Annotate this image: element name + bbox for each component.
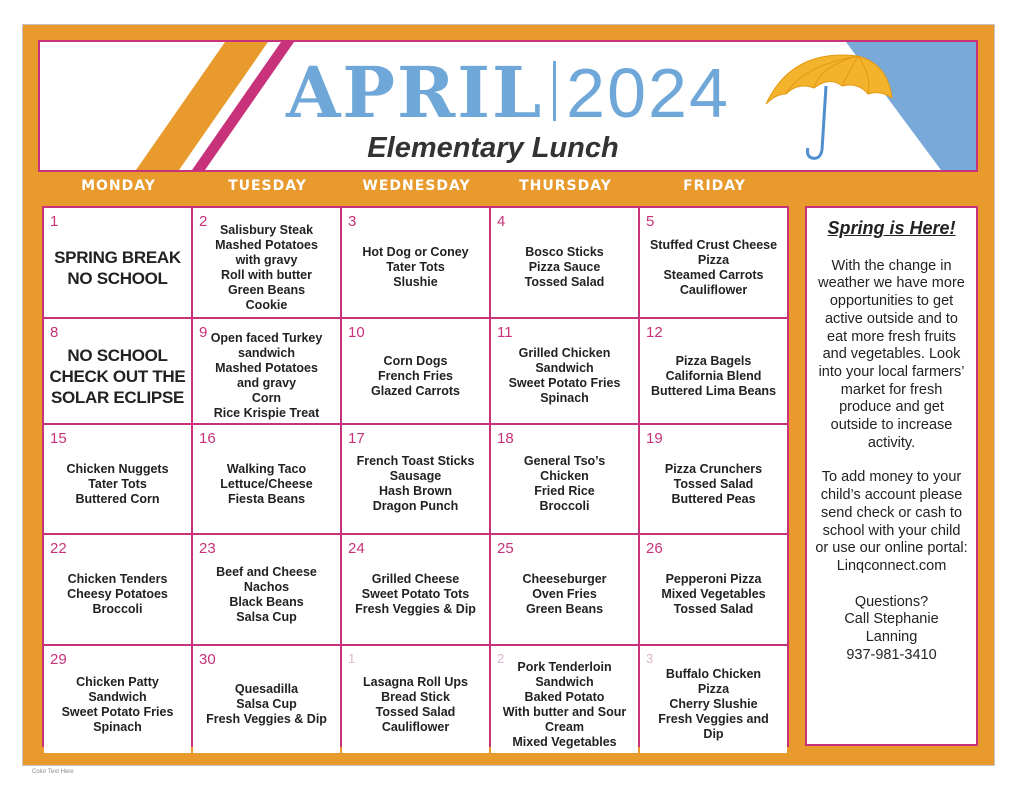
menu-line: Chicken (540, 469, 589, 483)
menu-items (48, 549, 187, 640)
sidebar-paragraph-spring: With the change in weather we have more opportunities to get active outside and to eat more fresh fruits and vegetables. Look into your local farmers’ market for fresh produce and get outside to increase activity. (818, 257, 965, 451)
day-tuesday: TUESDAY (228, 178, 307, 194)
calendar-cell (193, 319, 340, 423)
menu-line: Grilled Cheese (371, 572, 460, 586)
sidebar-questions: Questions? (854, 593, 929, 610)
day-number: 16 (199, 430, 216, 447)
menu-line: Grilled Chicken (518, 346, 611, 360)
menu-items (495, 333, 634, 419)
menu-line: Pizza Crunchers (664, 461, 763, 476)
calendar-cell (44, 319, 191, 423)
menu-line: SPRING BREAK (54, 247, 181, 267)
menu-line: Cookie (245, 297, 288, 312)
menu-line: Cauliflower (381, 719, 450, 734)
calendar-cell (44, 646, 191, 753)
month-label: APRIL (286, 51, 544, 134)
menu-line: Cherry Slushie (669, 697, 758, 711)
calendar-cell (640, 319, 787, 423)
menu-line: Dip (703, 727, 724, 741)
calendar-cell (342, 535, 489, 644)
menu-line: Tossed Salad (673, 476, 754, 491)
title-divider (553, 61, 556, 121)
menu-line: Fresh Veggies & Dip (206, 712, 327, 726)
day-thursday: THURSDAY (519, 178, 612, 194)
menu-line: Sweet Potato Fries (61, 704, 174, 719)
menu-line: California Blend (665, 368, 762, 383)
menu-items (197, 549, 336, 640)
menu-line: Rice Krispie Treat (213, 406, 320, 420)
menu-line: Chicken Patty (76, 674, 159, 689)
day-number: 4 (497, 213, 506, 230)
menu-line: NO SCHOOL (67, 345, 168, 365)
menu-line: Fresh Veggies & Dip (355, 602, 476, 616)
menu-items (346, 333, 485, 419)
menu-line: Sandwich (535, 674, 594, 689)
sidebar-paragraph-payment: To add money to your child’s account please send check or cash to school with your child or use our online portal: Linqconnect.com (815, 469, 968, 574)
menu-line: Chicken Nuggets (66, 461, 169, 476)
info-sidebar (805, 206, 978, 746)
calendar-grid (42, 206, 789, 747)
calendar-cell (342, 319, 489, 423)
day-number: 19 (646, 430, 663, 447)
day-number: 23 (199, 540, 216, 557)
day-number: 30 (199, 651, 216, 668)
menu-line: Open faced Turkey (210, 331, 323, 345)
calendar-cell (640, 646, 787, 753)
menu-line: Sweet Potato Fries (508, 376, 621, 390)
menu-line: Beef and Cheese (216, 564, 317, 579)
menu-line: With butter and Sour (502, 704, 627, 719)
calendar-cell (640, 535, 787, 644)
day-number: 15 (50, 430, 67, 447)
calendar-cell (44, 208, 191, 317)
day-number: 9 (199, 324, 208, 341)
menu-items (197, 222, 336, 313)
umbrella-icon (762, 46, 894, 164)
menu-line: Glazed Carrots (371, 383, 460, 398)
calendar-cell (342, 425, 489, 533)
menu-line: Mashed Potatoes (215, 361, 318, 375)
menu-line: Fried Rice (534, 484, 595, 498)
calendar-cell (193, 535, 340, 644)
menu-line: Green Beans (525, 602, 604, 616)
menu-line: Green Beans (227, 282, 306, 297)
menu-line: Quesadilla (234, 682, 299, 696)
menu-items (48, 439, 187, 529)
menu-line: Black Beans (229, 594, 304, 609)
menu-line: Salsa Cup (236, 697, 297, 711)
menu-line: French Fries (377, 368, 454, 383)
menu-line: Pizza Sauce (528, 260, 601, 274)
menu-items (644, 549, 783, 640)
day-number: 24 (348, 540, 365, 557)
day-number: 2 (199, 213, 208, 230)
day-number: 17 (348, 430, 365, 447)
day-number: 1 (50, 213, 59, 230)
menu-line: General Tso’s (523, 454, 606, 468)
day-number: 1 (348, 651, 356, 666)
menu-line: Hot Dog or Coney (362, 245, 469, 259)
menu-line: Tater Tots (88, 476, 147, 491)
day-friday: FRIDAY (683, 178, 746, 194)
menu-line: Cheesy Potatoes (67, 587, 168, 601)
menu-line: Pepperoni Pizza (665, 572, 762, 586)
menu-line: Bosco Sticks (525, 245, 604, 259)
day-number: 26 (646, 540, 663, 557)
calendar-cell (640, 425, 787, 533)
calendar-cell (491, 535, 638, 644)
menu-items (346, 222, 485, 313)
calendar-cell (491, 319, 638, 423)
page-subtitle: Elementary Lunch (367, 132, 619, 164)
menu-line: Sandwich (535, 361, 594, 375)
menu-line: Pizza (697, 682, 730, 696)
menu-items (644, 333, 783, 419)
menu-items (346, 660, 485, 749)
day-number: 3 (348, 213, 357, 230)
menu-line: Fresh Veggies and (658, 712, 769, 726)
menu-line: Roll with butter (221, 267, 312, 282)
menu-line: sandwich (238, 346, 295, 360)
menu-items (644, 222, 783, 313)
menu-line: Spinach (93, 719, 142, 734)
menu-line: and gravy (236, 376, 297, 390)
menu-line: Mixed Vegetables (661, 587, 766, 601)
year-label: 2024 (566, 54, 730, 132)
day-number: 25 (497, 540, 514, 557)
day-number: 22 (50, 540, 67, 557)
menu-line: Mixed Vegetables (512, 734, 617, 749)
weekday-header (44, 178, 789, 198)
menu-items (644, 439, 783, 529)
calendar-header (38, 40, 978, 172)
menu-items (644, 660, 783, 749)
menu-line: NO SCHOOL (67, 268, 168, 288)
menu-line: Chicken Tenders (67, 572, 168, 586)
menu-line: Steamed Carrots (663, 267, 764, 282)
menu-line: Pizza Bagels (675, 353, 752, 368)
menu-line: Pork Tenderloin (517, 659, 612, 674)
calendar-cell (193, 425, 340, 533)
menu-line: Buttered Corn (75, 491, 160, 506)
menu-line: Mashed Potatoes (215, 237, 318, 252)
day-number: 18 (497, 430, 514, 447)
menu-items (495, 549, 634, 640)
calendar-cell (193, 208, 340, 317)
menu-line: Tossed Salad (375, 704, 456, 719)
menu-line: Fiesta Beans (227, 491, 306, 506)
footer-note: Color Text Here (32, 769, 74, 775)
menu-line: Salisbury Steak (219, 222, 314, 237)
calendar-cell (491, 208, 638, 317)
no-school-notice (48, 222, 187, 313)
menu-line: Oven Fries (532, 587, 597, 601)
menu-line: Cream (545, 719, 584, 734)
menu-line: Bread Stick (381, 689, 450, 704)
day-monday: MONDAY (81, 178, 156, 194)
calendar-cell (44, 535, 191, 644)
menu-line: Slushie (393, 275, 438, 289)
menu-items (495, 439, 634, 529)
menu-line: Sandwich (88, 689, 147, 704)
menu-line: Walking Taco (226, 461, 307, 476)
menu-line: Stuffed Crust Cheese (649, 237, 778, 252)
menu-line: Salsa Cup (236, 609, 297, 624)
calendar-cell (640, 208, 787, 317)
menu-line: Nachos (243, 579, 290, 594)
day-number: 11 (497, 324, 513, 341)
day-number: 5 (646, 213, 655, 230)
menu-line: Buttered Lima Beans (650, 383, 777, 398)
menu-line: CHECK OUT THE (49, 366, 186, 386)
menu-items (197, 439, 336, 529)
sidebar-title: Spring is Here! (827, 218, 956, 238)
menu-items (346, 549, 485, 640)
menu-items (197, 333, 336, 419)
day-number: 10 (348, 324, 365, 341)
menu-line: Tater Tots (386, 260, 445, 274)
menu-line: Tossed Salad (524, 275, 605, 289)
day-number: 3 (646, 651, 654, 666)
day-number: 8 (50, 324, 59, 341)
menu-line: SOLAR ECLIPSE (50, 387, 185, 407)
menu-items (495, 222, 634, 313)
menu-line: Spinach (540, 391, 589, 405)
menu-line: Baked Potato (524, 689, 605, 704)
no-school-notice (48, 333, 187, 419)
day-number: 12 (646, 324, 663, 341)
calendar-cell (342, 646, 489, 753)
menu-line: Sweet Potato Tots (361, 587, 470, 601)
menu-line: Cheeseburger (522, 572, 607, 586)
sidebar-contact-name: Call Stephanie Lanning (844, 611, 939, 646)
sidebar-phone: 937-981-3410 (846, 646, 937, 663)
menu-items (346, 439, 485, 529)
menu-line: Buffalo Chicken (665, 667, 762, 681)
menu-line: Dragon Punch (372, 499, 459, 513)
menu-line: Corn (251, 391, 282, 405)
menu-line: Hash Brown (379, 484, 452, 498)
day-number: 29 (50, 651, 67, 668)
menu-line: Cauliflower (679, 282, 748, 297)
menu-line: Tossed Salad (673, 602, 754, 616)
menu-line: Buttered Peas (671, 491, 756, 506)
menu-items (48, 660, 187, 749)
day-number: 2 (497, 651, 505, 666)
menu-items (495, 660, 634, 749)
calendar-cell (44, 425, 191, 533)
calendar-cell (342, 208, 489, 317)
menu-line: Lasagna Roll Ups (363, 674, 468, 689)
menu-line: Sausage (389, 469, 442, 483)
menu-line: French Toast Sticks (356, 454, 475, 468)
day-wednesday: WEDNESDAY (362, 178, 471, 194)
menu-line: Broccoli (92, 602, 143, 616)
menu-line: Broccoli (539, 499, 590, 513)
menu-line: Lettuce/Cheese (220, 476, 313, 491)
calendar-cell (193, 646, 340, 753)
menu-line: Pizza (697, 252, 730, 267)
menu-line: with gravy (235, 252, 298, 267)
calendar-cell (491, 646, 638, 753)
calendar-cell (491, 425, 638, 533)
menu-line: Corn Dogs (383, 353, 448, 368)
menu-items (197, 660, 336, 749)
